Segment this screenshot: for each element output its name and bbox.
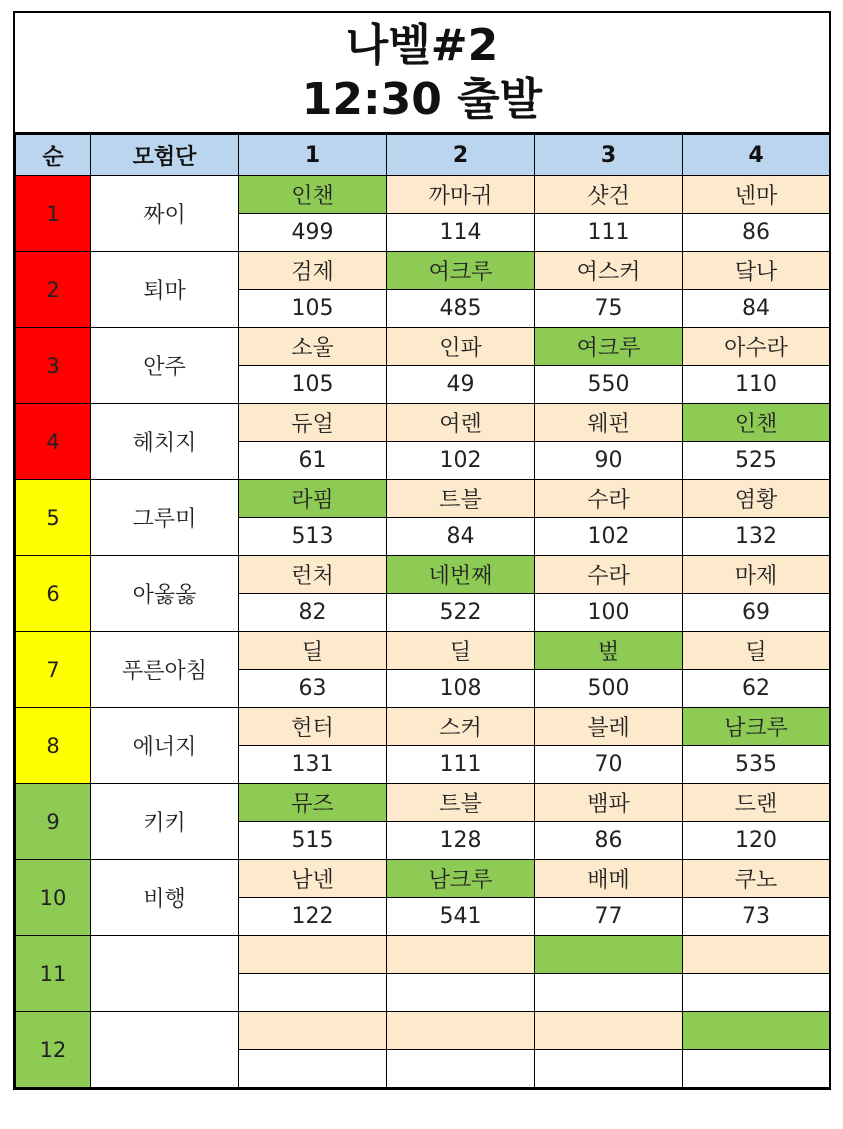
team-cell: 아옳옳 <box>91 556 239 632</box>
header-row <box>16 135 830 176</box>
rank-cell: 8 <box>16 708 91 784</box>
slot-score-cell: 73 <box>683 898 830 936</box>
table-body <box>16 176 830 1088</box>
rank-cell: 2 <box>16 252 91 328</box>
rank-cell: 6 <box>16 556 91 632</box>
table-row-names <box>16 860 830 898</box>
rank-cell: 1 <box>16 176 91 252</box>
table-row-names <box>16 480 830 518</box>
slot-score-cell: 102 <box>535 518 683 556</box>
table-row-names <box>16 252 830 290</box>
slot-class-cell <box>535 936 683 974</box>
slot-class-cell <box>239 936 387 974</box>
slot-class-cell: 블레 <box>535 708 683 746</box>
table-row-names <box>16 936 830 974</box>
slot-class-cell: 뱀파 <box>535 784 683 822</box>
slot-score-cell: 75 <box>535 290 683 328</box>
slot-score-cell: 120 <box>683 822 830 860</box>
slot-score-cell <box>535 974 683 1012</box>
slot-score-cell: 69 <box>683 594 830 632</box>
slot-class-cell <box>387 1012 535 1050</box>
slot-score-cell: 70 <box>535 746 683 784</box>
slot-score-cell: 102 <box>387 442 535 480</box>
slot-score-cell: 100 <box>535 594 683 632</box>
slot-score-cell: 108 <box>387 670 535 708</box>
slot-class-cell <box>239 1012 387 1050</box>
slot-class-cell: 스커 <box>387 708 535 746</box>
slot-class-cell: 여크루 <box>535 328 683 366</box>
team-cell: 비행 <box>91 860 239 936</box>
slot-score-cell: 82 <box>239 594 387 632</box>
slot-class-cell: 아수라 <box>683 328 830 366</box>
slot-score-cell: 84 <box>387 518 535 556</box>
slot-class-cell: 배메 <box>535 860 683 898</box>
table-row-names <box>16 632 830 670</box>
slot-score-cell <box>239 1050 387 1088</box>
rank-cell: 7 <box>16 632 91 708</box>
slot-class-cell: 여크루 <box>387 252 535 290</box>
team-cell <box>91 936 239 1012</box>
slot-class-cell: 까마귀 <box>387 176 535 214</box>
slot-class-cell: 트블 <box>387 784 535 822</box>
slot-class-cell: 소울 <box>239 328 387 366</box>
slot-score-cell <box>683 974 830 1012</box>
team-cell: 에너지 <box>91 708 239 784</box>
slot-score-cell: 61 <box>239 442 387 480</box>
table-row-names <box>16 1012 830 1050</box>
slot-score-cell: 131 <box>239 746 387 784</box>
team-cell: 푸른아침 <box>91 632 239 708</box>
slot-class-cell: 라핌 <box>239 480 387 518</box>
slot-class-cell <box>535 1012 683 1050</box>
slot-score-cell: 63 <box>239 670 387 708</box>
slot-score-cell <box>387 974 535 1012</box>
slot-class-cell: 딜 <box>683 632 830 670</box>
slot-score-cell: 550 <box>535 366 683 404</box>
rank-cell: 10 <box>16 860 91 936</box>
slot-class-cell: 염황 <box>683 480 830 518</box>
slot-class-cell: 네번째 <box>387 556 535 594</box>
table-row-names <box>16 176 830 214</box>
table-row-names <box>16 404 830 442</box>
slot-score-cell: 522 <box>387 594 535 632</box>
slot-class-cell: 수라 <box>535 556 683 594</box>
slot-score-cell: 105 <box>239 366 387 404</box>
slot-score-cell: 49 <box>387 366 535 404</box>
slot-score-cell: 111 <box>387 746 535 784</box>
slot-score-cell: 110 <box>683 366 830 404</box>
team-cell: 안주 <box>91 328 239 404</box>
slot-class-cell: 런처 <box>239 556 387 594</box>
slot-class-cell <box>683 1012 830 1050</box>
team-cell: 키키 <box>91 784 239 860</box>
slot-class-cell: 샷건 <box>535 176 683 214</box>
team-cell: 퇴마 <box>91 252 239 328</box>
rank-cell: 9 <box>16 784 91 860</box>
slot-class-cell: 여스커 <box>535 252 683 290</box>
slot-class-cell: 드랜 <box>683 784 830 822</box>
header-slot-1: 1 <box>239 135 387 176</box>
slot-class-cell: 뮤즈 <box>239 784 387 822</box>
team-cell <box>91 1012 239 1088</box>
title-line-1: 나벨#2 <box>345 20 499 71</box>
team-cell: 헤치지 <box>91 404 239 480</box>
slot-class-cell: 남넨 <box>239 860 387 898</box>
header-slot-2: 2 <box>387 135 535 176</box>
rank-cell: 12 <box>16 1012 91 1088</box>
slot-score-cell: 128 <box>387 822 535 860</box>
party-sheet <box>13 11 831 1090</box>
rank-cell: 3 <box>16 328 91 404</box>
slot-class-cell: 넨마 <box>683 176 830 214</box>
rank-cell: 5 <box>16 480 91 556</box>
slot-score-cell: 105 <box>239 290 387 328</box>
slot-score-cell: 535 <box>683 746 830 784</box>
slot-score-cell: 84 <box>683 290 830 328</box>
slot-score-cell <box>387 1050 535 1088</box>
slot-score-cell <box>535 1050 683 1088</box>
slot-class-cell: 인챈 <box>239 176 387 214</box>
slot-score-cell: 111 <box>535 214 683 252</box>
rank-cell: 4 <box>16 404 91 480</box>
rank-cell: 11 <box>16 936 91 1012</box>
party-table <box>15 134 830 1088</box>
slot-score-cell: 122 <box>239 898 387 936</box>
slot-score-cell: 541 <box>387 898 535 936</box>
slot-class-cell: 검제 <box>239 252 387 290</box>
slot-class-cell: 남크루 <box>683 708 830 746</box>
slot-score-cell: 132 <box>683 518 830 556</box>
slot-score-cell: 114 <box>387 214 535 252</box>
slot-class-cell: 닼나 <box>683 252 830 290</box>
slot-class-cell: 딜 <box>239 632 387 670</box>
slot-score-cell: 77 <box>535 898 683 936</box>
slot-class-cell: 마제 <box>683 556 830 594</box>
slot-class-cell: 벞 <box>535 632 683 670</box>
slot-score-cell <box>683 1050 830 1088</box>
slot-class-cell <box>683 936 830 974</box>
table-row-names <box>16 556 830 594</box>
team-cell: 그루미 <box>91 480 239 556</box>
header-rank: 순 <box>16 135 91 176</box>
slot-score-cell: 62 <box>683 670 830 708</box>
header-slot-4: 4 <box>683 135 830 176</box>
slot-score-cell: 500 <box>535 670 683 708</box>
slot-score-cell: 86 <box>535 822 683 860</box>
table-row-names <box>16 708 830 746</box>
slot-class-cell: 인파 <box>387 328 535 366</box>
slot-class-cell <box>387 936 535 974</box>
title-line-2: 12:30 출발 <box>301 74 543 125</box>
slot-score-cell: 525 <box>683 442 830 480</box>
slot-class-cell: 트블 <box>387 480 535 518</box>
slot-class-cell: 인챈 <box>683 404 830 442</box>
slot-class-cell: 여렌 <box>387 404 535 442</box>
slot-score-cell <box>239 974 387 1012</box>
table-row-names <box>16 328 830 366</box>
slot-score-cell: 499 <box>239 214 387 252</box>
team-cell: 짜이 <box>91 176 239 252</box>
slot-class-cell: 헌터 <box>239 708 387 746</box>
slot-score-cell: 485 <box>387 290 535 328</box>
slot-class-cell: 듀얼 <box>239 404 387 442</box>
slot-class-cell: 수라 <box>535 480 683 518</box>
slot-score-cell: 86 <box>683 214 830 252</box>
header-team: 모험단 <box>91 135 239 176</box>
slot-class-cell: 딜 <box>387 632 535 670</box>
slot-score-cell: 515 <box>239 822 387 860</box>
slot-class-cell: 남크루 <box>387 860 535 898</box>
slot-score-cell: 90 <box>535 442 683 480</box>
header-slot-3: 3 <box>535 135 683 176</box>
slot-class-cell: 쿠노 <box>683 860 830 898</box>
slot-score-cell: 513 <box>239 518 387 556</box>
slot-class-cell: 웨펀 <box>535 404 683 442</box>
title-block <box>15 13 829 134</box>
table-row-names <box>16 784 830 822</box>
